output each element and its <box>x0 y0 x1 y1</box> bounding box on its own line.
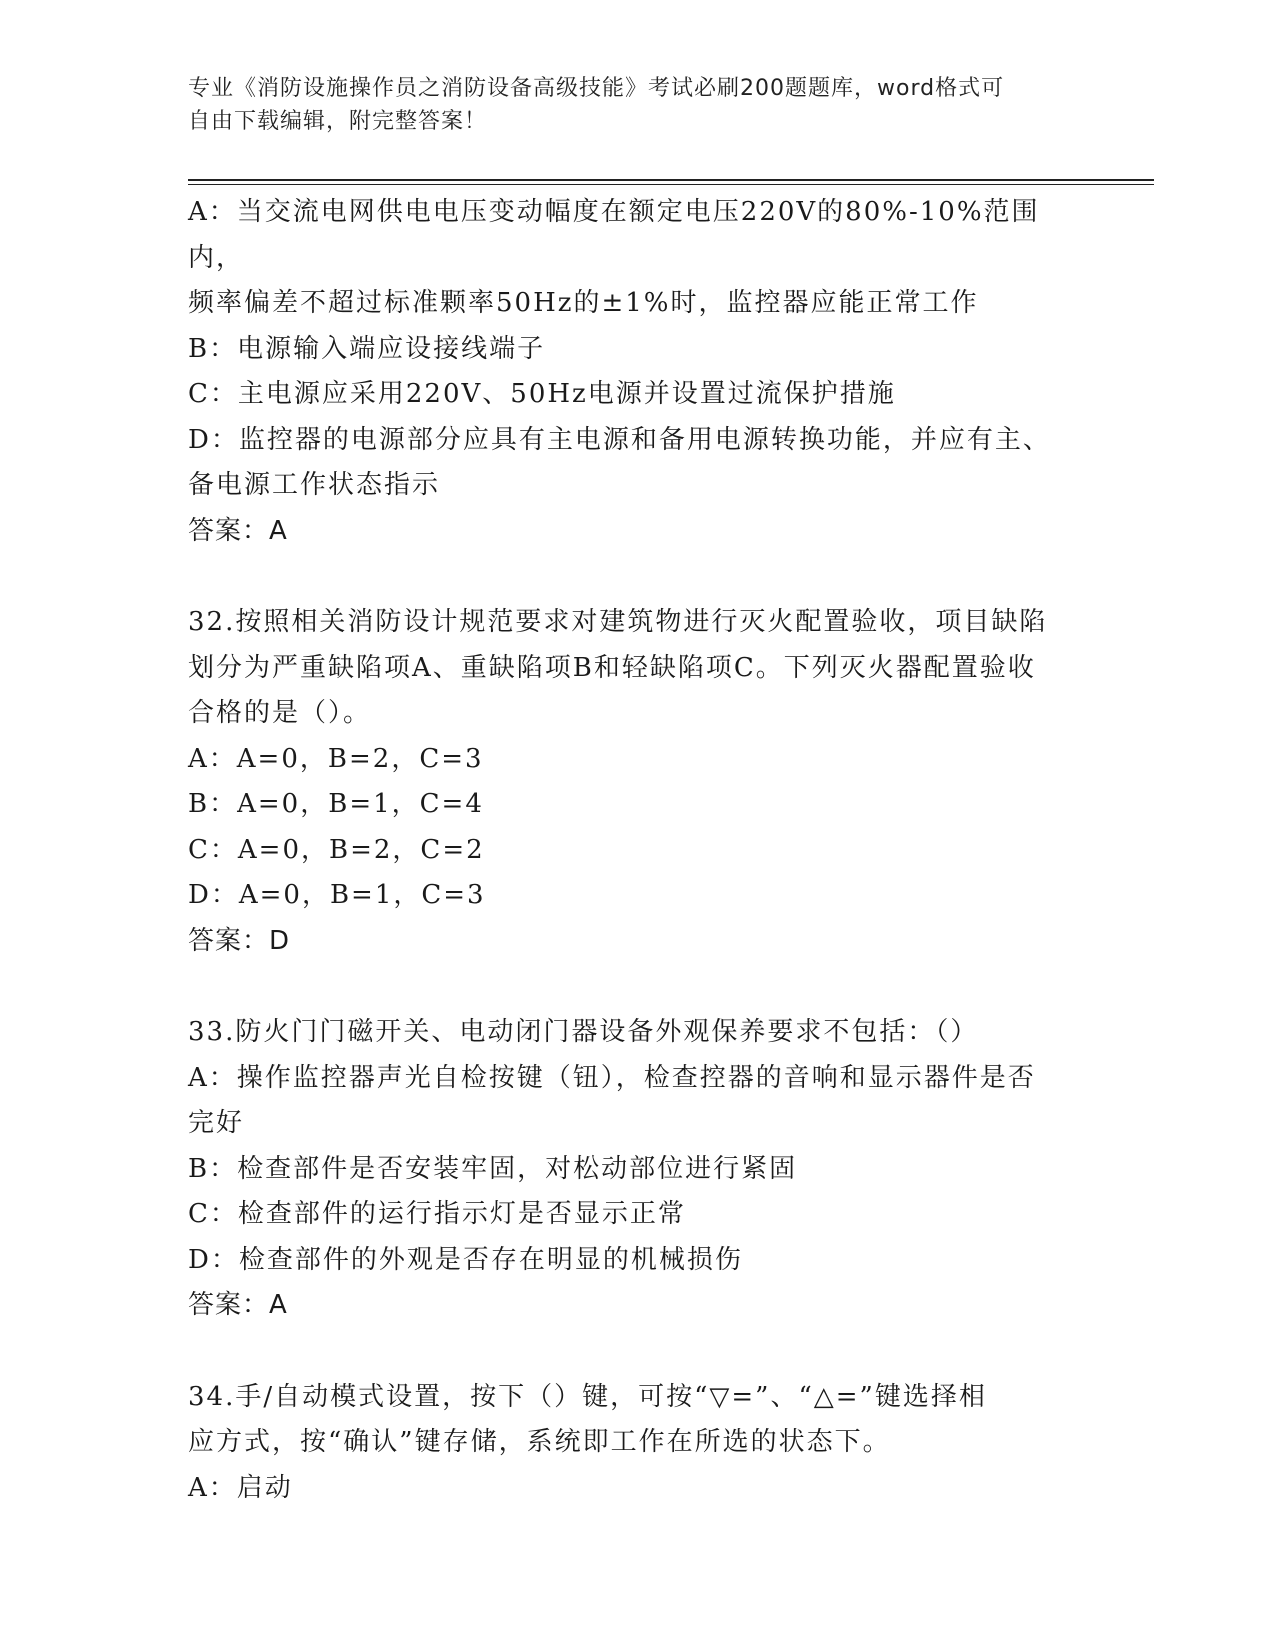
question-31 <box>188 190 1078 554</box>
question-content <box>188 190 1078 1511</box>
q34-question-line-1: 34.手/自动模式设置，按下（）键，可按“▽=”、“△=”键选择相 <box>188 1381 987 1412</box>
q33-option-c: C：检查部件的运行指示灯是否显示正常 <box>188 1199 686 1229</box>
q33-answer: 答案：A <box>188 1290 288 1320</box>
header-divider-thin <box>188 184 1154 185</box>
q32-question-line-1: 32.按照相关消防设计规范要求对建筑物进行灭火配置验收，项目缺陷 <box>188 607 1048 637</box>
q32-option-a: A：A=0，B=2，C=3 <box>188 743 484 774</box>
q32-question-line-3: 合格的是（）。 <box>188 698 372 728</box>
document-header <box>188 72 1068 138</box>
q32-question-line-2: 划分为严重缺陷项A、重缺陷项B和轻缺陷项C。下列灭火器配置验收 <box>188 652 1036 683</box>
q31-option-b: B：电源输入端应设接线端子 <box>188 333 546 364</box>
header-line-2: 自由下载编辑，附完整答案！ <box>188 109 488 134</box>
q34-question-line-2: 应方式，按“确认”键存储，系统即工作在所选的状态下。 <box>188 1427 891 1457</box>
q33-question: 33.防火门门磁开关、电动闭门器设备外观保养要求不包括：（） <box>188 1017 979 1047</box>
q33-option-a-line-2: 完好 <box>188 1108 245 1138</box>
q31-option-c: C：主电源应采用220V、50Hz电源并设置过流保护措施 <box>188 379 896 409</box>
q31-answer: 答案：A <box>188 515 288 546</box>
q32-option-d: D：A=0，B=1，C=3 <box>188 880 486 910</box>
header-divider-thick <box>188 179 1154 181</box>
q31-option-d-line-2: 备电源工作状态指示 <box>188 470 441 500</box>
q33-option-d: D：检查部件的外观是否存在明显的机械损伤 <box>188 1244 743 1275</box>
q32-option-b: B：A=0，B=1，C=4 <box>188 789 484 819</box>
header-line-1: 专业《消防设施操作员之消防设备高级技能》考试必刷200题题库，word格式可 <box>188 76 1005 101</box>
q31-option-a-line-1: A：当交流电网供电电压变动幅度在额定电压220V的80%-10%范围内， <box>188 197 1040 273</box>
q31-option-a-line-2: 频率偏差不超过标准颗率50Hz的±1%时，监控器应能正常工作 <box>188 288 979 318</box>
q31-option-d-line-1: D：监控器的电源部分应具有主电源和备用电源转换功能，并应有主、 <box>188 424 1051 455</box>
q34-option-a: A：启动 <box>188 1472 293 1503</box>
q32-option-c: C：A=0，B=2，C=2 <box>188 834 485 865</box>
spacer <box>188 964 1078 1010</box>
q33-option-a-line-1: A：操作监控器声光自检按键（钮），检查控器的音响和显示器件是否 <box>188 1062 1036 1093</box>
question-33 <box>188 1010 1078 1329</box>
spacer <box>188 1329 1078 1375</box>
question-34 <box>188 1375 1078 1512</box>
question-32 <box>188 600 1078 964</box>
q32-answer: 答案：D <box>188 925 291 956</box>
spacer <box>188 554 1078 600</box>
q33-option-b: B：检查部件是否安装牢固，对松动部位进行紧固 <box>188 1153 798 1184</box>
